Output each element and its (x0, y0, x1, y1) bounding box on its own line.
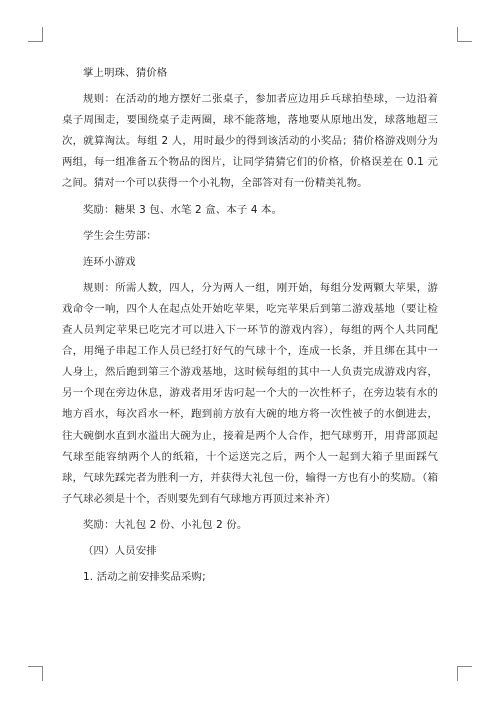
crop-mark-bottom-left (28, 666, 43, 681)
crop-mark-top-left (28, 27, 43, 42)
section-heading-pingpong: 掌上明珠、猜价格 (83, 67, 168, 79)
list-item-prize-purchase: 1. 活动之前安排奖品采购; (83, 571, 206, 584)
rules-paragraph-pingpong: 规则：在活动的地方摆好二张桌子，参加者应边用乒乓球拍垫球，一边沿着桌子周围走，要围绕桌子走两圈，球不能落地，落地要从原地出发，球落地超三次，就算淘汰。每组 2 人，用时最少的得到该活动的小奖品；猜价格游戏则分为两组，每一组准备五个物品的图片，让同学猜猜它们的价格，价格误差在 0.1 元之间。猜对一个可以获得一个小礼物，全部答对有一份精美礼物。 (62, 93, 438, 190)
department-heading: 学生会生劳部： (83, 229, 157, 242)
section-heading-staffing: （四）人员安排 (83, 544, 157, 557)
section-heading-chain-game: 连环小游戏 (83, 255, 136, 268)
reward-line-pingpong: 奖励：糖果 3 包、水笔 2 盒、本子 4 本。 (83, 203, 283, 216)
crop-mark-top-right (457, 27, 472, 42)
rules-paragraph-chain-game: 规则：所需人数，四人，分为两人一组，刚开始，每组分发两颗大苹果，游戏命令一响，四个人在起点处开始吃苹果，吃完苹果后到第二游戏基地（要让检查人员判定苹果已吃完才可以进入下一环节的游戏内容），每组的两个人共同配合，用绳子串起工作人员已经打好气的气球十个，连成一长条，并且绑在其中一人身上，然后跑到第三个游戏基地，这时候每组的其中一人负责完成游戏内容，另一个现在旁边休息，游戏者用牙齿叼起一个大的一次性杯子，在旁边装有水的地方舀水，每次舀水一杯，跑到前方放有大碗的地方将一次性被子的水倒进去，往大碗倒水直到水溢出大碗为止，接着是两个人合作，把气球剪开，用背部顶起气球至能容纳两个人的纸箱，十个运送完之后，两个人一起到大箱子里面踩气球，气球先踩完者为胜利一方，并获得大礼包一份，输得一方也有小的奖励。（箱子气球必须是十个，否则要先到有气球地方再顶过来补齐） (62, 281, 438, 505)
reward-line-chain-game: 奖励：大礼包 2 份、小礼包 2 份。 (83, 518, 248, 531)
crop-mark-bottom-right (457, 666, 472, 681)
document-body (62, 63, 438, 593)
